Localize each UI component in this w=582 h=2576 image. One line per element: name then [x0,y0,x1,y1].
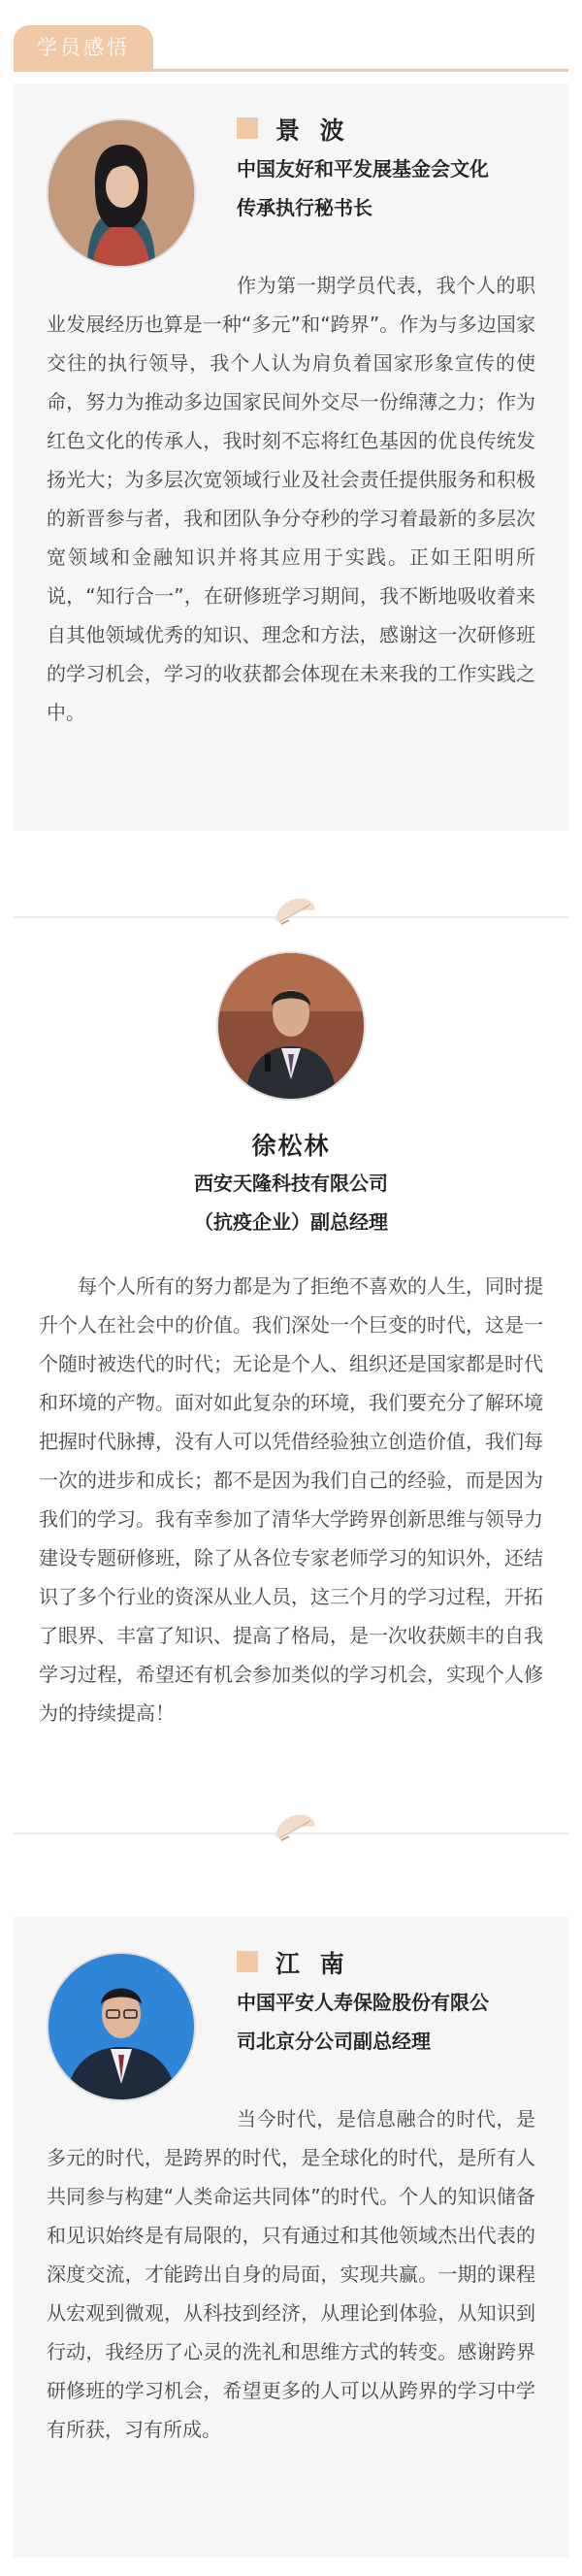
avatar [47,1952,196,2101]
person-name: 景 波 [275,116,350,145]
person-org-line-1: 中国友好和平发展基金会文化 [237,157,489,181]
portrait-photo [48,120,194,266]
avatar [47,118,196,268]
profile-card-1 [14,83,568,831]
portrait-photo [218,953,364,1099]
fan-ornament-icon [272,1811,318,1844]
person-name: 徐松林 [251,1132,331,1160]
avatar [216,951,366,1101]
testimonial-text: 作为第一期学员代表，我个人的职业发展经历也算是一种“多元”和“跨界”。作为与多边国家交往的执行领导，我个人认为肩负着国家形象宣传的使命，努力为推动多边国家民间外交尽一份绵薄之力；作为红色文化的传承人，我时刻不忘将红色基因的优良传统发扬光大；为多层次宽领域行业及社会责任提供服务和积极的新晋参与者，我和团队争分夺秒的学习着最新的多层次宽领域和金融知识并将其应用于实践。正如王阳明所说，“知行合一”，在研修班学习期间，我不断地吸收着来自其他领域优秀的知识、理念和方法，感谢这一次研修班的学习机会，学习的收获都会体现在未来我的工作实践之中。 [47,274,535,724]
header-underline [14,69,568,72]
fan-ornament-icon [272,895,318,928]
name-marker [237,117,258,139]
person-org-line-1: 中国平安人寿保险股份有限公 [237,1991,489,2014]
portrait-photo [48,1954,194,2099]
section-title: 学员感悟 [37,36,130,59]
person-org-line-2: 司北京分公司副总经理 [237,2030,431,2053]
person-org-line-1: 西安天隆科技有限公司 [194,1172,388,1195]
person-org-line-2: 传承执行秘书长 [237,196,372,219]
person-org-line-2: （抗疫企业）副总经理 [194,1210,388,1234]
person-name: 江 南 [275,1950,350,1978]
testimonial-text: 每个人所有的努力都是为了拒绝不喜欢的人生，同时提升个人在社会中的价值。我们深处一个巨变的时代，这是一个随时被迭代的时代；无论是个人、组织还是国家都是时代和环境的产物。面对如此复杂的环境，我们要充分了解环境把握时代脉搏，没有人可以凭借经验独立创造价值，我们每一次的进步和成长；都不是因为我们自己的经验，而是因为我们的学习。我有幸参加了清华大学跨界创新思维与领导力建设专题研修班，除了从各位专家老师学习的知识外，还结识了多个行业的资深从业人员，这三个月的学习过程，开拓了眼界、丰富了知识、提高了格局，是一次收获颇丰的自我学习过程，希望还有机会参加类似的学习机会，实现个人修为的持续提高！ [39,1274,543,1725]
name-marker [237,1951,258,1972]
testimonial-text: 当今时代，是信息融合的时代，是多元的时代，是跨界的时代，是全球化的时代，是所有人共同参与构建“人类命运共同体”的时代。个人的知识储备和见识始终是有局限的，只有通过和其他领域杰出代表的深度交流，才能跨出自身的局面，实现共赢。一期的课程从宏观到微观，从科技到经济，从理论到体验，从知识到行动，我经历了心灵的洗礼和思维方式的转变。感谢跨界研修班的学习机会，希望更多的人可以从跨界的学习中学有所获，习有所成。 [47,2107,535,2441]
profile-card-3 [14,1917,568,2558]
section-header [0,0,582,74]
